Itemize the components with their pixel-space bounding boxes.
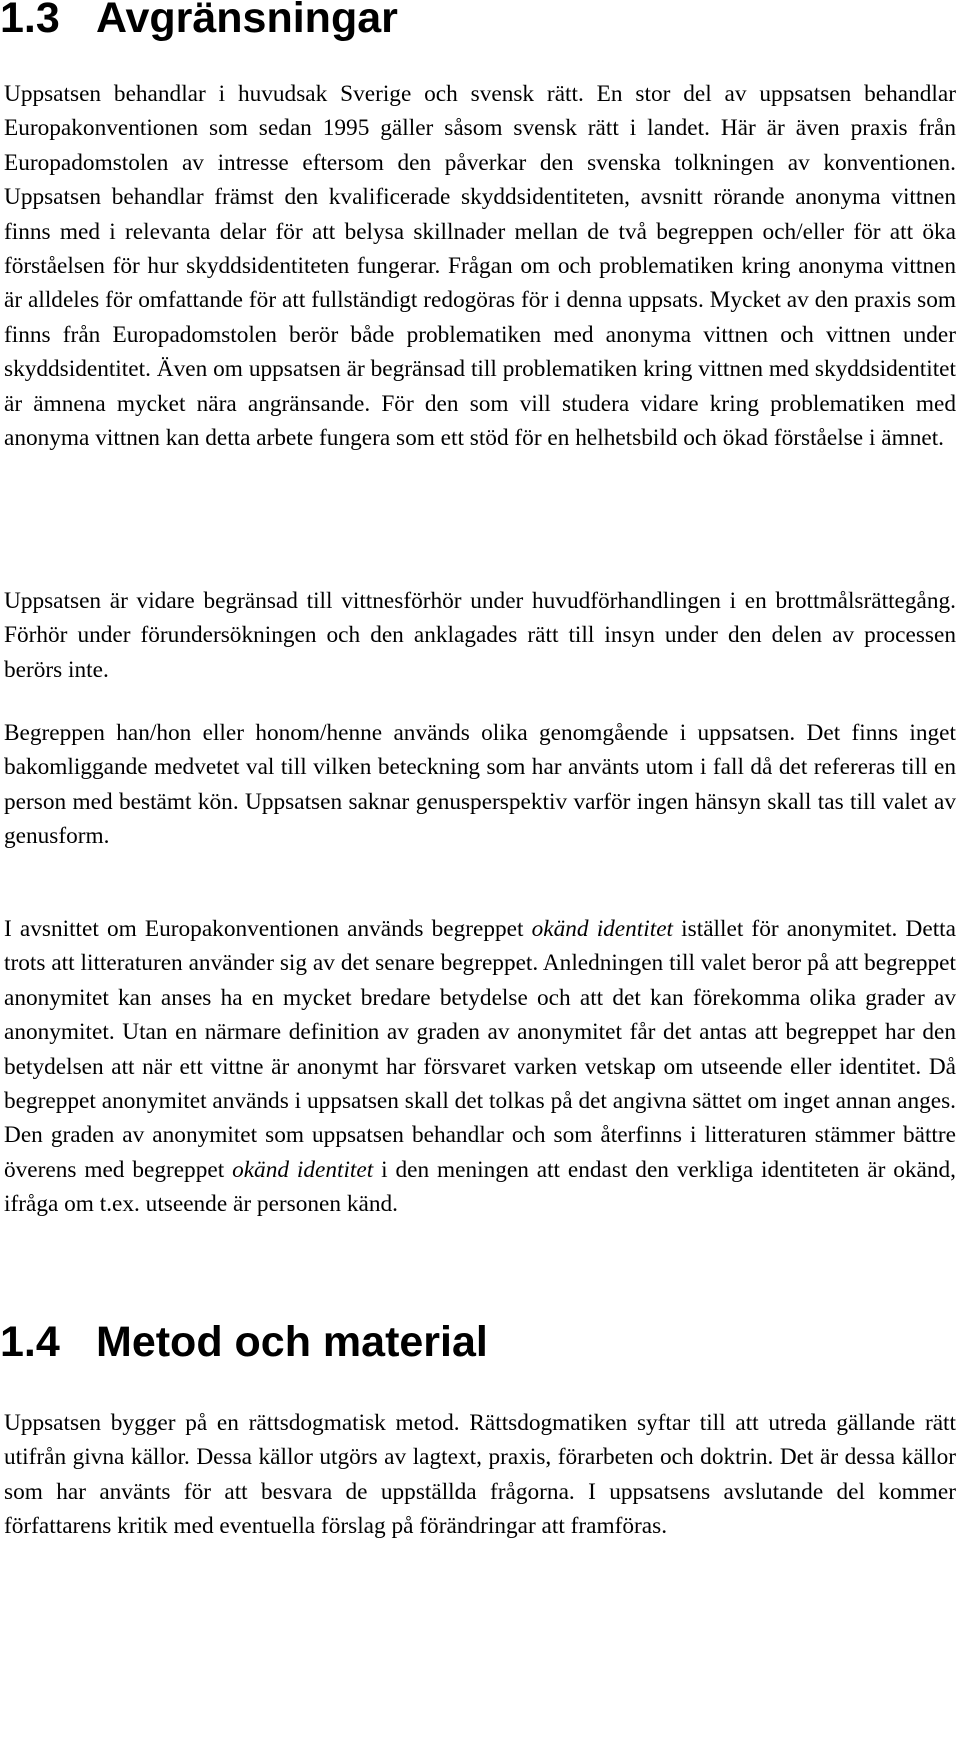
- section-heading-avgransningar: [0, 0, 398, 40]
- section-title: Avgränsningar: [96, 0, 398, 42]
- paragraph-scope: Uppsatsen behandlar i huvudsak Sverige och svensk rätt. En stor del av uppsatsen behandlar Europakonventionen som sedan 1995 gäller såsom svensk rätt i landet. Här är även praxis från Europadomstolen av intresse eftersom den påverkar den svenska tolkningen av konventionen. Uppsatsen behandlar främst den kvalificerade skyddsidentiteten, avsnitt rörande anonyma vittnen finns med i relevanta delar för att belysa skillnader mellan de två begreppen och/eller för att öka förståelsen för hur skyddsidentiteten fungerar. Frågan om och problematiken kring anonyma vittnen är alldeles för omfattande för att fullständigt redogöras för i denna uppsats. Mycket av den praxis som finns från Europadomstolen berör både problematiken med anonyma vittnen och vittnen under skyddsidentitet. Även om uppsatsen är begränsad till problematiken kring vittnen med skyddsidentitet är ämnena mycket nära angränsande. För den som vill studera vidare kring problematiken med anonyma vittnen kan detta arbete fungera som ett stöd för en helhetsbild och ökad förståelse i ämnet.: [4, 81, 956, 452]
- paragraph-limitation-trial: Uppsatsen är vidare begränsad till vittnesförhör under huvudförhandlingen i en brottmålsrättegång. Förhör under förundersökningen och den anklagades rätt till insyn under den delen av processen berörs inte.: [4, 588, 956, 683]
- paragraph-unknown-identity: [4, 912, 956, 1222]
- section-heading-metod: [0, 1318, 488, 1366]
- emphasis-term: okänd identitet: [232, 1156, 374, 1183]
- section-title: Metod och material: [96, 1318, 488, 1366]
- text-run: istället för anonymitet. Detta trots att litteraturen använder sig av det senare begreppet. Anledningen till valet beror på att begreppet anonymitet kan anses ha en mycket bredare betydelse och att det kan förekomma olika grader av anonymitet. Utan en närmare definition av graden av anonymitet får det antas att begreppet har den betydelsen att när ett vittne är anonymt har försvaret varken vetskap om utseende eller identitet. Då begreppet anonymitet används i uppsatsen skall det tolkas på det angivna sättet om inget annan anges. Den graden av anonymitet som uppsatsen behandlar och som återfinns i litteraturen stämmer bättre överens med begreppet: [4, 916, 956, 1183]
- text-run: I avsnittet om Europakonventionen används begreppet: [4, 916, 532, 942]
- paragraph-gender-terms: Begreppen han/hon eller honom/henne används olika genomgående i uppsatsen. Det finns inget bakomliggande medvetet val till vilken beteckning som har använts utom i fall då det refereras till en person med bestämt kön. Uppsatsen saknar genusperspektiv varför ingen hänsyn skall tas till valet av genusform.: [4, 720, 956, 850]
- section-number: 1.4: [0, 1318, 60, 1366]
- emphasis-term: okänd identitet: [531, 916, 674, 942]
- section-number: 1.3: [0, 0, 60, 42]
- paragraph-method: Uppsatsen bygger på en rättsdogmatisk metod. Rättsdogmatiken syftar till att utreda gällande rätt utifrån givna källor. Dessa källor utgörs av lagtext, praxis, förarbeten och doktrin. Det är dessa källor som har använts för att besvara de uppställda frågorna. I uppsatsens avslutande del kommer författarens kritik med eventuella förslag på förändringar att framföras.: [4, 1410, 956, 1540]
- text-run: i den meningen att endast den verkliga identiteten är okänd, ifråga om t.ex. utseende är personen känd.: [4, 1156, 956, 1218]
